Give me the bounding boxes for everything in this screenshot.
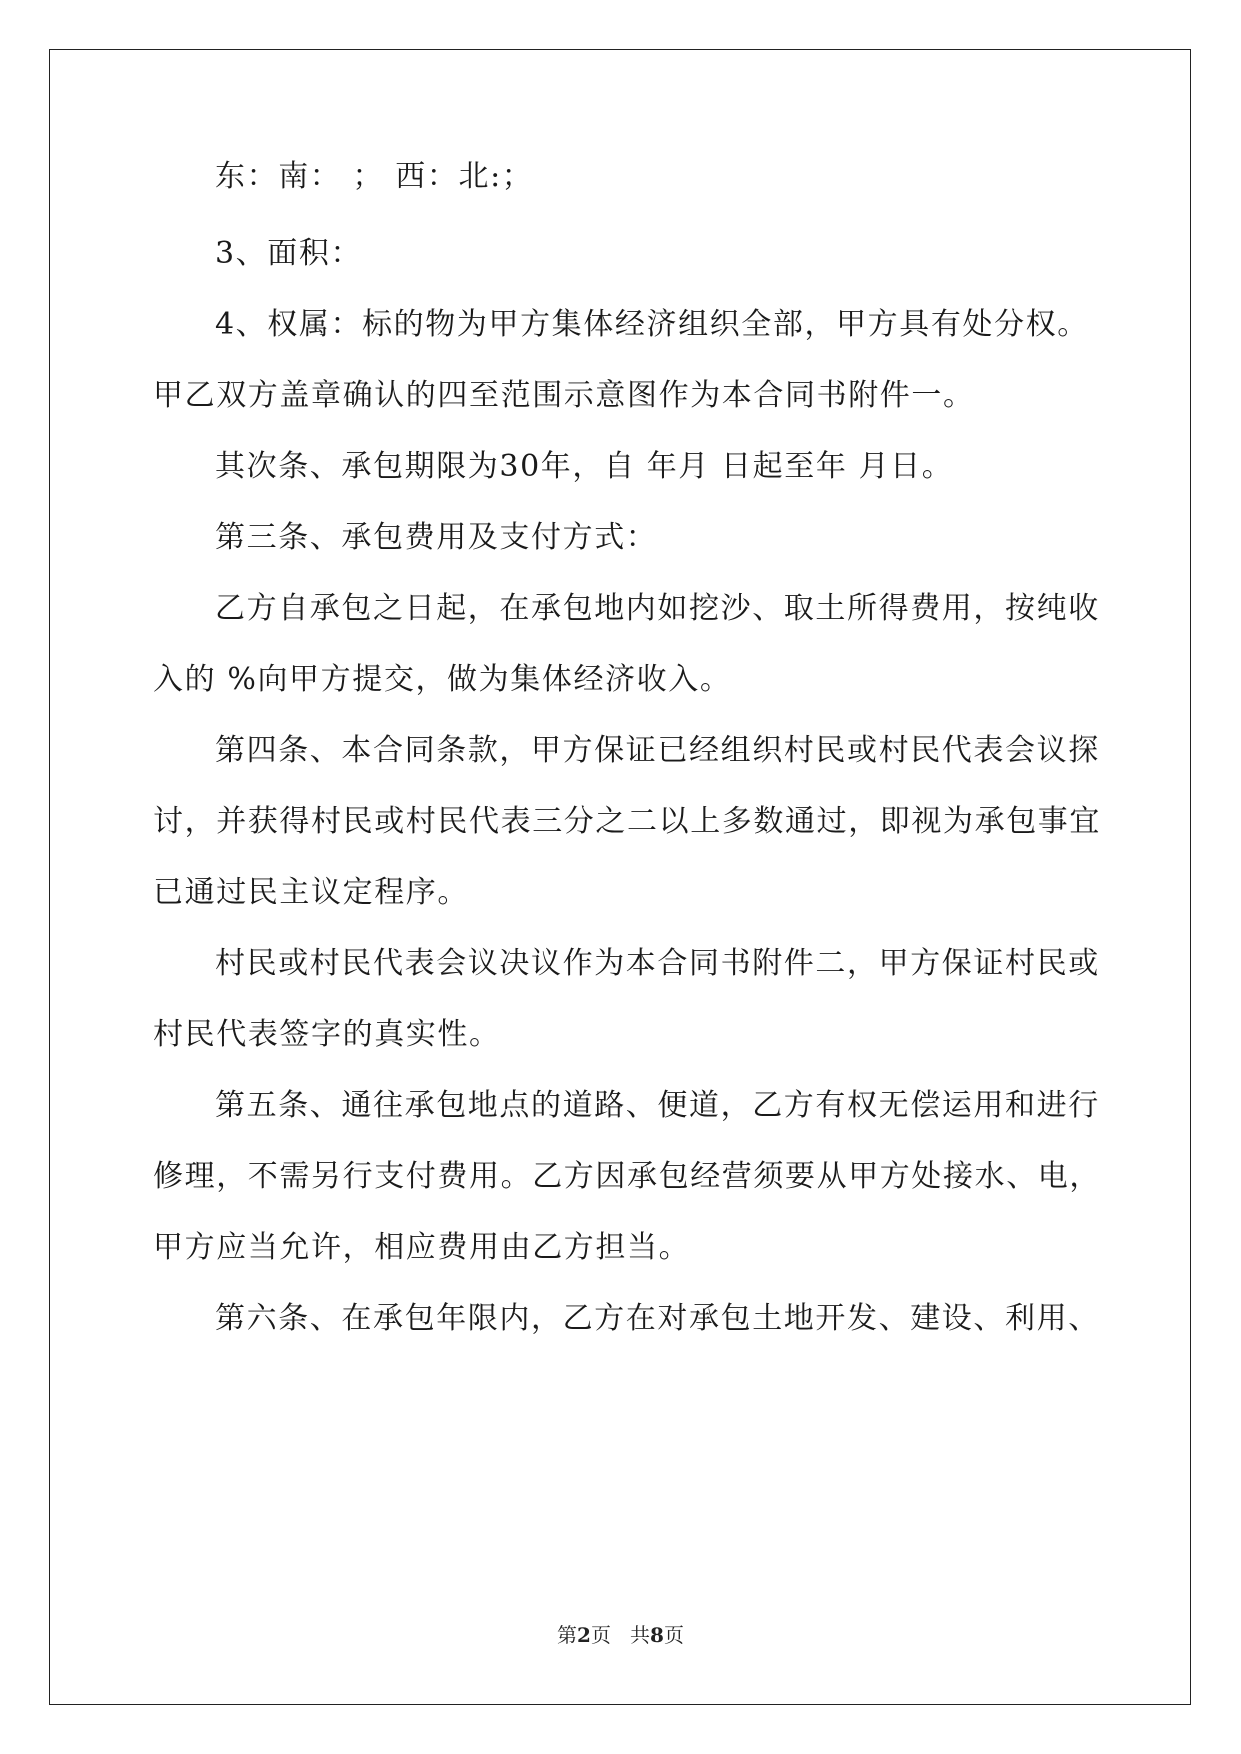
current-page-number: 2: [577, 1623, 591, 1647]
paragraph-line: 修理，不需另行支付费用。乙方因承包经营须要从甲方处接水、电，: [153, 1159, 1101, 1194]
paragraph-line: 甲方应当允许，相应费用由乙方担当。: [153, 1230, 691, 1265]
paragraph-line: 第五条、通往承包地点的道路、便道，乙方有权无偿运用和进行: [215, 1088, 1100, 1123]
paragraph-line: 第三条、承包费用及支付方式：: [215, 520, 658, 555]
paragraph-line: 4、权属：标的物为甲方集体经济组织全部，甲方具有处分权。: [215, 307, 1089, 342]
footer-mid: 页 共: [590, 1623, 651, 1647]
paragraph-line: 村民代表签字的真实性。: [153, 1017, 501, 1052]
page-footer: [0, 1622, 1241, 1648]
footer-prefix: 第: [557, 1623, 578, 1647]
paragraph-line: 第六条、在承包年限内，乙方在对承包土地开发、建设、利用、: [215, 1301, 1100, 1336]
paragraph-line: 其次条、承包期限为30年，自 年月 日起至年 月日。: [215, 449, 954, 484]
paragraph-line: 东：南： ； 西：北:；: [215, 159, 534, 194]
paragraph-line: 第四条、本合同条款，甲方保证已经组织村民或村民代表会议探: [215, 733, 1100, 768]
footer-suffix: 页: [663, 1623, 684, 1647]
paragraph-line: 甲乙双方盖章确认的四至范围示意图作为本合同书附件一。: [153, 378, 975, 413]
paragraph-line: 已通过民主议定程序。: [153, 875, 469, 910]
paragraph-line: 村民或村民代表会议决议作为本合同书附件二，甲方保证村民或: [215, 946, 1100, 981]
paragraph-line: 入的 %向甲方提交，做为集体经济收入。: [153, 662, 732, 697]
total-pages-number: 8: [650, 1623, 664, 1647]
paragraph-line: 讨，并获得村民或村民代表三分之二以上多数通过，即视为承包事宜: [153, 804, 1101, 839]
paragraph-line: 乙方自承包之日起，在承包地内如挖沙、取土所得费用，按纯收: [215, 591, 1100, 626]
paragraph-line: 3、面积：: [215, 236, 363, 271]
